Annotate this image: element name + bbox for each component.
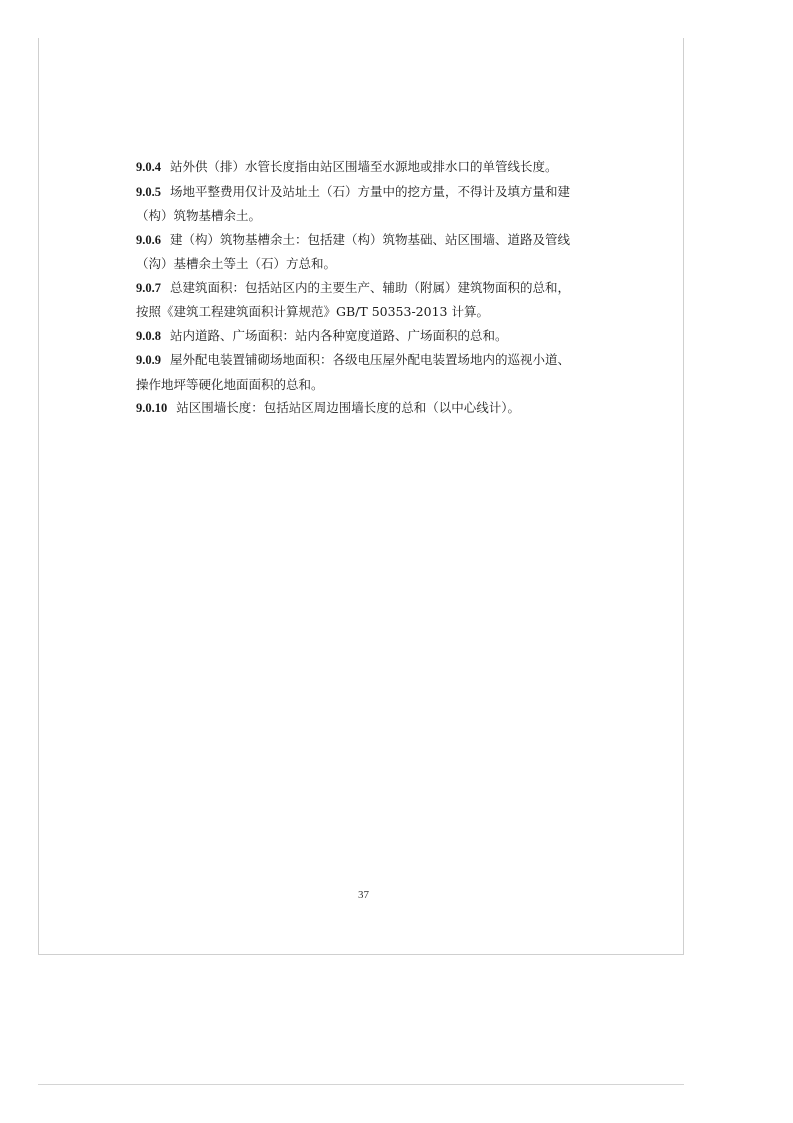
clause-number: 9.0.6 [136,232,161,247]
clause-text-continued: 按照《建筑工程建筑面积计算规范》GB/T 50353-2013 计算。 [136,304,489,319]
page-number-text: 37 [358,889,369,901]
page-divider [38,1084,684,1085]
clause-text: 站外供（排）水管长度指由站区围墙至水源地或排水口的单管线长度。 [170,159,558,174]
clause-text: 站区围墙长度：包括站区周边围墙长度的总和（以中心线计）。 [176,400,521,415]
clause-number: 9.0.7 [136,280,161,295]
clause-text-continued: 操作地坪等硬化地面面积的总和。 [136,376,324,392]
clause-9-0-9 [136,348,596,396]
clause-number: 9.0.8 [136,328,161,343]
clause-number: 9.0.9 [136,353,161,367]
clause-9-0-7 [136,276,596,324]
clause-number: 9.0.4 [136,160,161,174]
clause-text: 站内道路、广场面积：站内各种宽度道路、广场面积的总和。 [170,327,508,343]
clause-number: 9.0.10 [136,401,168,415]
clause-number: 9.0.5 [136,184,161,199]
clause-text: 屋外配电装置铺砌场地面积：各级电压屋外配电装置场地内的巡视小道、 [170,352,571,367]
clause-9-0-8 [136,324,596,349]
clause-9-0-10 [136,396,596,421]
clause-text-continued: （沟）基槽余土等土（石）方总和。 [136,256,337,271]
page-number [0,889,793,901]
clause-text: 总建筑面积：包括站区内的主要生产、辅助（附属）建筑物面积的总和， [170,279,571,295]
document-body [136,155,596,421]
clause-text: 建（构）筑物基槽余土：包括建（构）筑物基础、站区围墙、道路及管线 [170,231,571,247]
clause-text-continued: （构）筑物基槽余土。 [136,208,262,223]
clause-text: 场地平整费用仅计及站址土（石）方量中的挖方量，不得计及填方量和建 [170,183,571,199]
clause-9-0-5 [136,180,596,228]
clause-9-0-6 [136,228,596,276]
clause-9-0-4 [136,155,596,180]
